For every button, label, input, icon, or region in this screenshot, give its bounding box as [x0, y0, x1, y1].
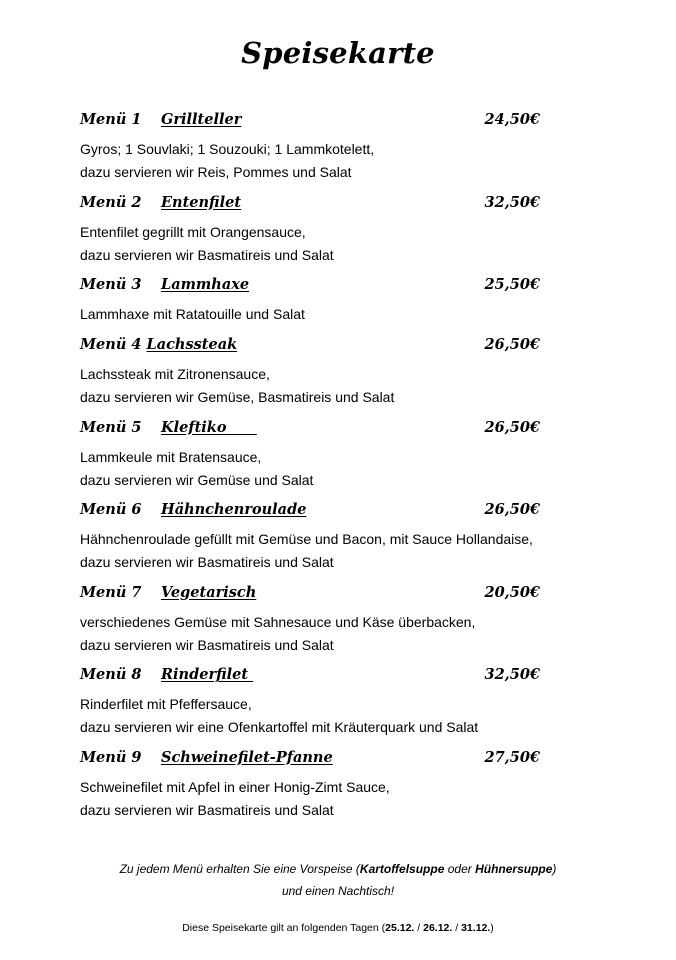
- page-title: Speisekarte: [241, 36, 435, 70]
- included-courses-note: [0, 858, 676, 902]
- menu-item: [80, 746, 540, 829]
- note-text: oder: [444, 862, 476, 876]
- description-line: dazu servieren wir Basmatireis und Salat: [80, 554, 334, 570]
- description-line: dazu servieren wir Basmatireis und Salat: [80, 246, 334, 263]
- description-line: dazu servieren wir Reis, Pommes und Salat: [80, 164, 352, 180]
- description-line: Gyros; 1 Souvlaki; 1 Souzouki; 1 Lammkotelett,: [80, 141, 375, 157]
- menu-item-header: [80, 746, 540, 772]
- note-line-2: und einen Nachtisch!: [281, 884, 395, 898]
- menu-item-header: [80, 108, 540, 134]
- menu-item-price: 32,50€: [484, 193, 540, 211]
- menu-item: [80, 498, 540, 581]
- menu-item: [80, 581, 540, 664]
- valid-date: 31.12.: [461, 922, 491, 934]
- description-line: dazu servieren wir Gemüse und Salat: [80, 471, 314, 488]
- menu-item-header: [80, 191, 540, 217]
- footer-separator: /: [452, 922, 462, 934]
- menu-item-title: [80, 194, 241, 211]
- menu-item-price: 27,50€: [484, 748, 540, 766]
- description-line: dazu servieren wir Gemüse, Basmatireis und Salat: [80, 389, 395, 405]
- menu-item-title: [80, 584, 256, 601]
- menu-item-description: [80, 138, 540, 184]
- footer-separator: /: [414, 922, 424, 934]
- menu-item-name: Lachssteak: [146, 336, 238, 353]
- menu-item-price: 26,50€: [484, 501, 540, 518]
- menu-item: [80, 191, 540, 274]
- menu-item-description: [80, 363, 540, 409]
- menu-item-title: [80, 419, 257, 436]
- soup-option: Kartoffelsuppe: [359, 862, 445, 876]
- description-line: Entenfilet gegrillt mit Orangensauce,: [80, 223, 306, 240]
- menu-item-name: Kleftiko: [161, 418, 227, 436]
- menu-item: [80, 108, 540, 191]
- menu-item-price: 26,50€: [484, 336, 540, 353]
- menu-item-number: Menü 9: [80, 748, 142, 766]
- soup-option: Hühnersuppe: [475, 862, 553, 876]
- note-text: Zu jedem Menü erhalten Sie eine Vorspeise (: [119, 862, 360, 876]
- valid-date: 25.12.: [385, 922, 415, 934]
- description-line: Rinderfilet mit Pfeffersauce,: [80, 696, 252, 712]
- description-line: dazu servieren wir eine Ofenkartoffel mit Kräuterquark und Salat: [80, 719, 479, 735]
- menu-item-title: [80, 749, 333, 766]
- menu-item-price: 26,50€: [484, 418, 540, 436]
- menu-item: [80, 663, 540, 746]
- menu-item-description: [80, 693, 540, 739]
- menu-item-number: Menü 8: [80, 666, 142, 683]
- footer-text: ): [490, 922, 494, 934]
- menu-item-title: [80, 336, 237, 353]
- menu-item-number: Menü 3: [80, 276, 142, 293]
- menu-item-description: [80, 611, 540, 657]
- menu-item-number: Menü 5: [80, 418, 142, 436]
- description-line: Lammkeule mit Bratensauce,: [80, 448, 262, 465]
- menu-item-name: Schweinefilet-Pfanne: [161, 748, 333, 766]
- menu-item-description: [80, 446, 540, 492]
- menu-item: [80, 273, 540, 333]
- menu-item-name: Rinderfilet: [161, 666, 249, 683]
- menu-item-name: Hähnchenroulade: [161, 501, 307, 518]
- menu-list: [80, 108, 540, 828]
- menu-item-description: [80, 221, 540, 267]
- menu-item-number: Menü 4: [80, 336, 142, 353]
- description-line: dazu servieren wir Basmatireis und Salat: [80, 636, 334, 653]
- menu-item-header: [80, 333, 540, 359]
- menu-item-number: Menü 1: [80, 111, 142, 128]
- menu-item-header: [80, 416, 540, 442]
- menu-item-header: [80, 663, 540, 689]
- note-text: ): [552, 862, 557, 876]
- description-line: verschiedenes Gemüse mit Sahnesauce und Käse überbacken,: [80, 613, 476, 630]
- menu-item-price: 20,50€: [484, 583, 540, 601]
- description-line: Hähnchenroulade gefüllt mit Gemüse und Bacon, mit Sauce Hollandaise,: [80, 531, 533, 547]
- menu-item-header: [80, 273, 540, 299]
- description-line: dazu servieren wir Basmatireis und Salat: [80, 801, 334, 818]
- description-line: Lachssteak mit Zitronensauce,: [80, 366, 270, 382]
- description-line: Schweinefilet mit Apfel in einer Honig-Zimt Sauce,: [80, 778, 390, 795]
- menu-item-title: [80, 276, 249, 293]
- menu-item-header: [80, 498, 540, 524]
- menu-item-name: Vegetarisch: [161, 583, 257, 601]
- menu-item-name: Grillteller: [161, 111, 242, 128]
- menu-item-number: Menü 7: [80, 583, 142, 601]
- menu-item: [80, 416, 540, 499]
- menu-item-title: [80, 111, 241, 128]
- menu-item-description: [80, 303, 540, 326]
- menu-item-description: [80, 776, 540, 822]
- menu-item-title: [80, 666, 253, 683]
- menu-item-price: 24,50€: [484, 111, 540, 128]
- menu-item-title: [80, 501, 306, 518]
- menu-item-header: [80, 581, 540, 607]
- menu-item-price: 32,50€: [484, 666, 540, 683]
- menu-item-number: Menü 2: [80, 193, 142, 211]
- valid-date: 26.12.: [423, 922, 453, 934]
- note-line-1: [0, 858, 676, 880]
- menu-item-description: [80, 528, 540, 574]
- menu-item-name: Entenfilet: [161, 193, 242, 211]
- menu-item: [80, 333, 540, 416]
- description-line: Lammhaxe mit Ratatouille und Salat: [80, 306, 305, 322]
- menu-item-price: 25,50€: [484, 276, 540, 293]
- menu-item-number: Menü 6: [80, 501, 142, 518]
- footer-text: Diese Speisekarte gilt an folgenden Tagen (: [182, 922, 386, 934]
- validity-dates: [0, 922, 676, 934]
- menu-item-name: Lammhaxe: [161, 276, 250, 293]
